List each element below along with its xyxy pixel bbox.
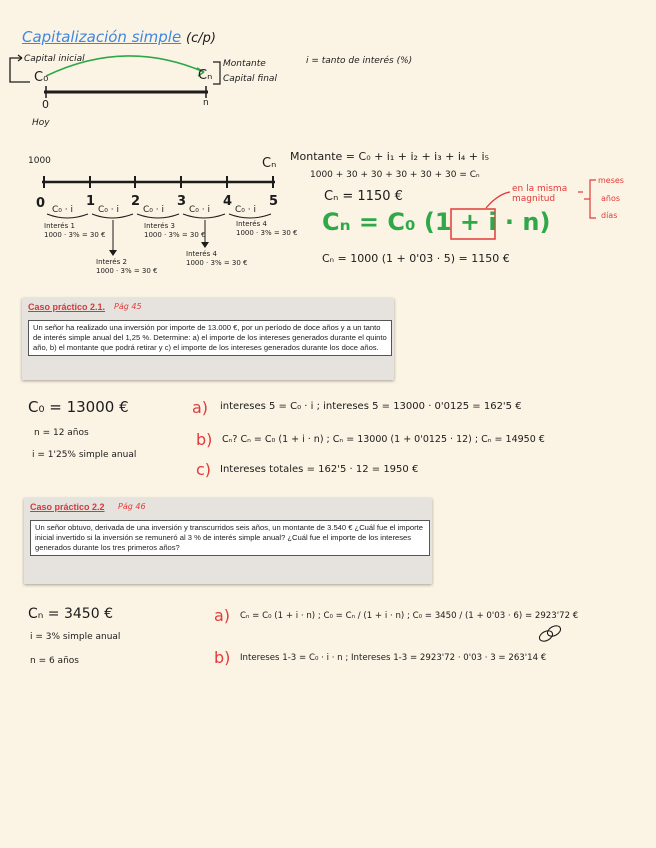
segment-label: C₀ · i xyxy=(52,205,73,215)
answer-label: a) xyxy=(214,606,231,625)
montante-result: Cₙ = 1150 € xyxy=(324,189,403,204)
montante-label: Montante xyxy=(223,59,266,69)
interest-note-1: Interés 1 1000 · 3% = 30 € xyxy=(44,222,106,239)
tick-5: 5 xyxy=(269,194,279,209)
answer-label: b) xyxy=(214,648,231,667)
interest-note-5: Interés 4 1000 · 3% = 30 € xyxy=(236,220,298,237)
title-suffix: (c/p) xyxy=(186,31,216,46)
case-page: Pág 45 xyxy=(114,302,142,311)
answer-text: Intereses 1-3 = C₀ · i · n ; Intereses 1-3 = 2923'72 · 0'03 · 3 = 263'14 € xyxy=(240,653,547,663)
magnitude-note: en la misma magnitud xyxy=(512,184,568,204)
interest-note-2: Interés 2 1000 · 3% = 30 € xyxy=(96,258,158,275)
capital-final-label: Capital final xyxy=(223,74,277,84)
rate-definition: i = tanto de interés (%) xyxy=(306,56,413,66)
montante-sum: Montante = C₀ + i₁ + i₂ + i₃ + i₄ + i₅ xyxy=(290,150,489,163)
given-n: n = 6 años xyxy=(30,656,79,666)
answer-text: Cₙ = C₀ (1 + i · n) ; C₀ = Cₙ / (1 + i · n) ; C₀ = 3450 / (1 + 0'03 · 6) = 2923'72 € xyxy=(240,611,579,621)
answer-label: c) xyxy=(196,460,212,479)
segment-label: C₀ · i xyxy=(189,205,210,215)
given-i: i = 1'25% simple anual xyxy=(32,450,137,460)
case-title: Caso práctico 2.2 xyxy=(30,502,105,512)
given-i: i = 3% simple anual xyxy=(30,632,121,642)
tick-4: 4 xyxy=(223,194,233,209)
unit-meses: meses xyxy=(598,176,624,185)
case-statement: Un señor ha realizado una inversión por importe de 13.000 €, por un período de doce años y a un tanto de interés simple anual del 1,25 %. Determine: a) el importe de los intereses generados durante el quinto año, b) el montante que podrá retirar y c) el importe de los intereses generados durante los doce años. xyxy=(28,320,392,356)
case-box-2 xyxy=(24,498,432,584)
tick-2: 2 xyxy=(131,194,141,209)
answer-text: intereses 5 = C₀ · i ; intereses 5 = 13000 · 0'0125 = 162'5 € xyxy=(220,401,522,412)
answer-text: Cₙ? Cₙ = C₀ (1 + i · n) ; Cₙ = 13000 (1 + 0'0125 · 12) ; Cₙ = 14950 € xyxy=(222,434,545,445)
interest-note-3: Interés 3 1000 · 3% = 30 € xyxy=(144,222,206,239)
case-title: Caso práctico 2.1. xyxy=(28,302,106,312)
answer-label: b) xyxy=(196,430,213,449)
tick-1: 1 xyxy=(86,194,96,209)
given-cn: Cₙ = 3450 € xyxy=(28,606,113,622)
unit-dias: días xyxy=(601,211,618,220)
tick-3: 3 xyxy=(177,194,187,209)
given-c0: C₀ = 13000 € xyxy=(28,398,129,416)
bracket-montante xyxy=(213,62,220,84)
montante-numeric: 1000 + 30 + 30 + 30 + 30 + 30 = Cₙ xyxy=(310,170,480,180)
segment-label: C₀ · i xyxy=(143,205,164,215)
capital-inicial-label: Capital inicial xyxy=(24,54,85,64)
segment-label: C₀ · i xyxy=(98,205,119,215)
title-text: Capitalización simple xyxy=(22,28,182,46)
case-box-1 xyxy=(22,298,394,380)
answer-label: a) xyxy=(192,398,209,417)
tick-0: 0 xyxy=(36,196,46,211)
case-page: Pág 46 xyxy=(118,502,146,511)
zero-label: 0 xyxy=(42,98,49,111)
formula-example: Cₙ = 1000 (1 + 0'03 · 5) = 1150 € xyxy=(322,252,510,265)
given-n: n = 12 años xyxy=(34,428,89,438)
start-value: 1000 xyxy=(28,156,51,166)
case-statement: Un señor obtuvo, derivada de una inversión y transcurridos seis años, un montante de 3.540 € ¿Cuál fue el importe inicial invertido si la inversión se remuneró al 3 % de interés simple anual? ¿Cuál fue el importe de los intereses generados durante los tres primeros años? xyxy=(30,520,430,556)
interest-note-4: Interés 4 1000 · 3% = 30 € xyxy=(186,250,248,267)
unit-anos: años xyxy=(601,194,621,203)
segment-label: C₀ · i xyxy=(235,205,256,215)
answer-text: Intereses totales = 162'5 · 12 = 1950 € xyxy=(220,464,419,475)
timeline2-cn: Cₙ xyxy=(262,156,277,171)
c0-label: C₀ xyxy=(34,70,49,85)
cn-label: Cₙ xyxy=(198,68,213,83)
simple-interest-formula: Cₙ = C₀ (1 + i · n) xyxy=(322,208,551,236)
hoy-label: Hoy xyxy=(32,118,50,128)
n-label: n xyxy=(203,98,209,108)
